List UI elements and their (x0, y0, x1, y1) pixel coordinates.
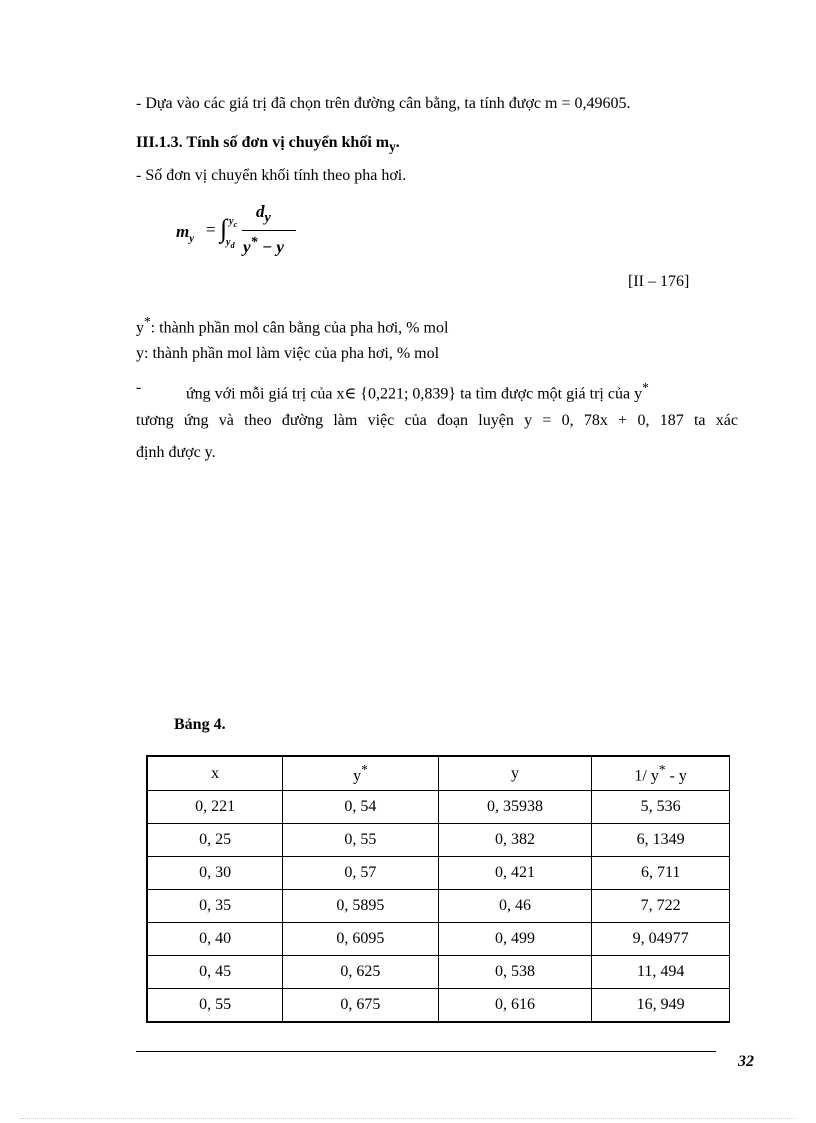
formula-numerator: $d_y$ (256, 202, 271, 226)
cell-y: 0, 616 (438, 989, 592, 1023)
cell-y: 0, 499 (438, 923, 592, 956)
table-row (147, 956, 730, 989)
formula-denominator: y* − y (243, 234, 284, 257)
cell-ystar: 0, 675 (283, 989, 439, 1023)
paragraph-intro: - Số đơn vị chuyển khối tính theo pha hơi. (136, 167, 407, 184)
cell-x: 0, 40 (147, 923, 283, 956)
cell-ystar: 0, 6095 (283, 923, 439, 956)
cell-x: 0, 25 (147, 824, 283, 857)
section-heading (136, 134, 400, 155)
cell-y: 0, 538 (438, 956, 592, 989)
bullet-line-3: định được y. (136, 444, 216, 461)
definition-y: y: thành phần mol làm việc của pha hơi, % mol (136, 345, 440, 362)
cell-y: 0, 382 (438, 824, 592, 857)
table-header-row (147, 756, 730, 791)
bullet-line-2: tương ứng và theo đường làm việc của đoạn luyện y = 0, 78x + 0, 187 ta xác (136, 412, 738, 429)
section-heading-sub: y (389, 139, 396, 155)
cell-y: 0, 421 (438, 857, 592, 890)
cell-inverse: 7, 722 (592, 890, 730, 923)
cell-x: 0, 45 (147, 956, 283, 989)
section-heading-text: III.1.3. Tính số đơn vị chuyển khối m (136, 134, 390, 151)
header-y: y (438, 756, 592, 791)
table-row (147, 857, 730, 890)
page-number: 32 (738, 1053, 754, 1070)
cell-y: 0, 46 (438, 890, 592, 923)
cell-ystar: 0, 625 (283, 956, 439, 989)
paragraph-result: - Dựa vào các giá trị đã chọn trên đường cân bằng, ta tính được m = 0,49605. (136, 95, 631, 112)
table-row (147, 890, 730, 923)
cell-inverse: 6, 1349 (592, 824, 730, 857)
cell-x: 0, 221 (147, 791, 283, 824)
integral-symbol: ∫ (220, 214, 228, 243)
cell-inverse: 6, 711 (592, 857, 730, 890)
cell-x: 0, 30 (147, 857, 283, 890)
bullet-line-1: ứng với mỗi giá trị của x∈ {0,221; 0,839} ta tìm được một giá trị của y* (186, 380, 649, 403)
formula-lower-limit: $y_d$ (226, 237, 235, 250)
table-title: Bảng 4. (174, 716, 226, 733)
cell-x: 0, 55 (147, 989, 283, 1023)
table-row (147, 989, 730, 1023)
fraction-bar (242, 230, 296, 231)
table-row (147, 791, 730, 824)
formula-lhs: $m_y$ (176, 222, 195, 245)
cell-ystar: 0, 57 (283, 857, 439, 890)
header-ystar: y* (283, 756, 439, 791)
bullet-dash: - (136, 379, 142, 396)
formula-my (176, 202, 316, 258)
cell-ystar: 0, 54 (283, 791, 439, 824)
cell-ystar: 0, 5895 (283, 890, 439, 923)
formula-upper-limit: $y_c$ (229, 216, 238, 229)
cell-inverse: 5, 536 (592, 791, 730, 824)
cell-ystar: 0, 55 (283, 824, 439, 857)
data-table (146, 755, 730, 1023)
definition-ystar: y*: thành phần mol cân bằng của pha hơi, % mol (136, 314, 449, 337)
reference-label: [II – 176] (628, 273, 690, 290)
page-bottom-divider (20, 1118, 796, 1119)
header-inverse: 1/ y* - y (592, 756, 730, 791)
cell-x: 0, 35 (147, 890, 283, 923)
table-row (147, 824, 730, 857)
section-heading-tail: . (395, 134, 400, 151)
table-row (147, 923, 730, 956)
cell-inverse: 11, 494 (592, 956, 730, 989)
footer-rule (136, 1051, 716, 1052)
cell-inverse: 16, 949 (592, 989, 730, 1023)
header-x: x (147, 756, 283, 791)
cell-inverse: 9, 04977 (592, 923, 730, 956)
cell-y: 0, 35938 (438, 791, 592, 824)
formula-equals: = (206, 220, 216, 239)
